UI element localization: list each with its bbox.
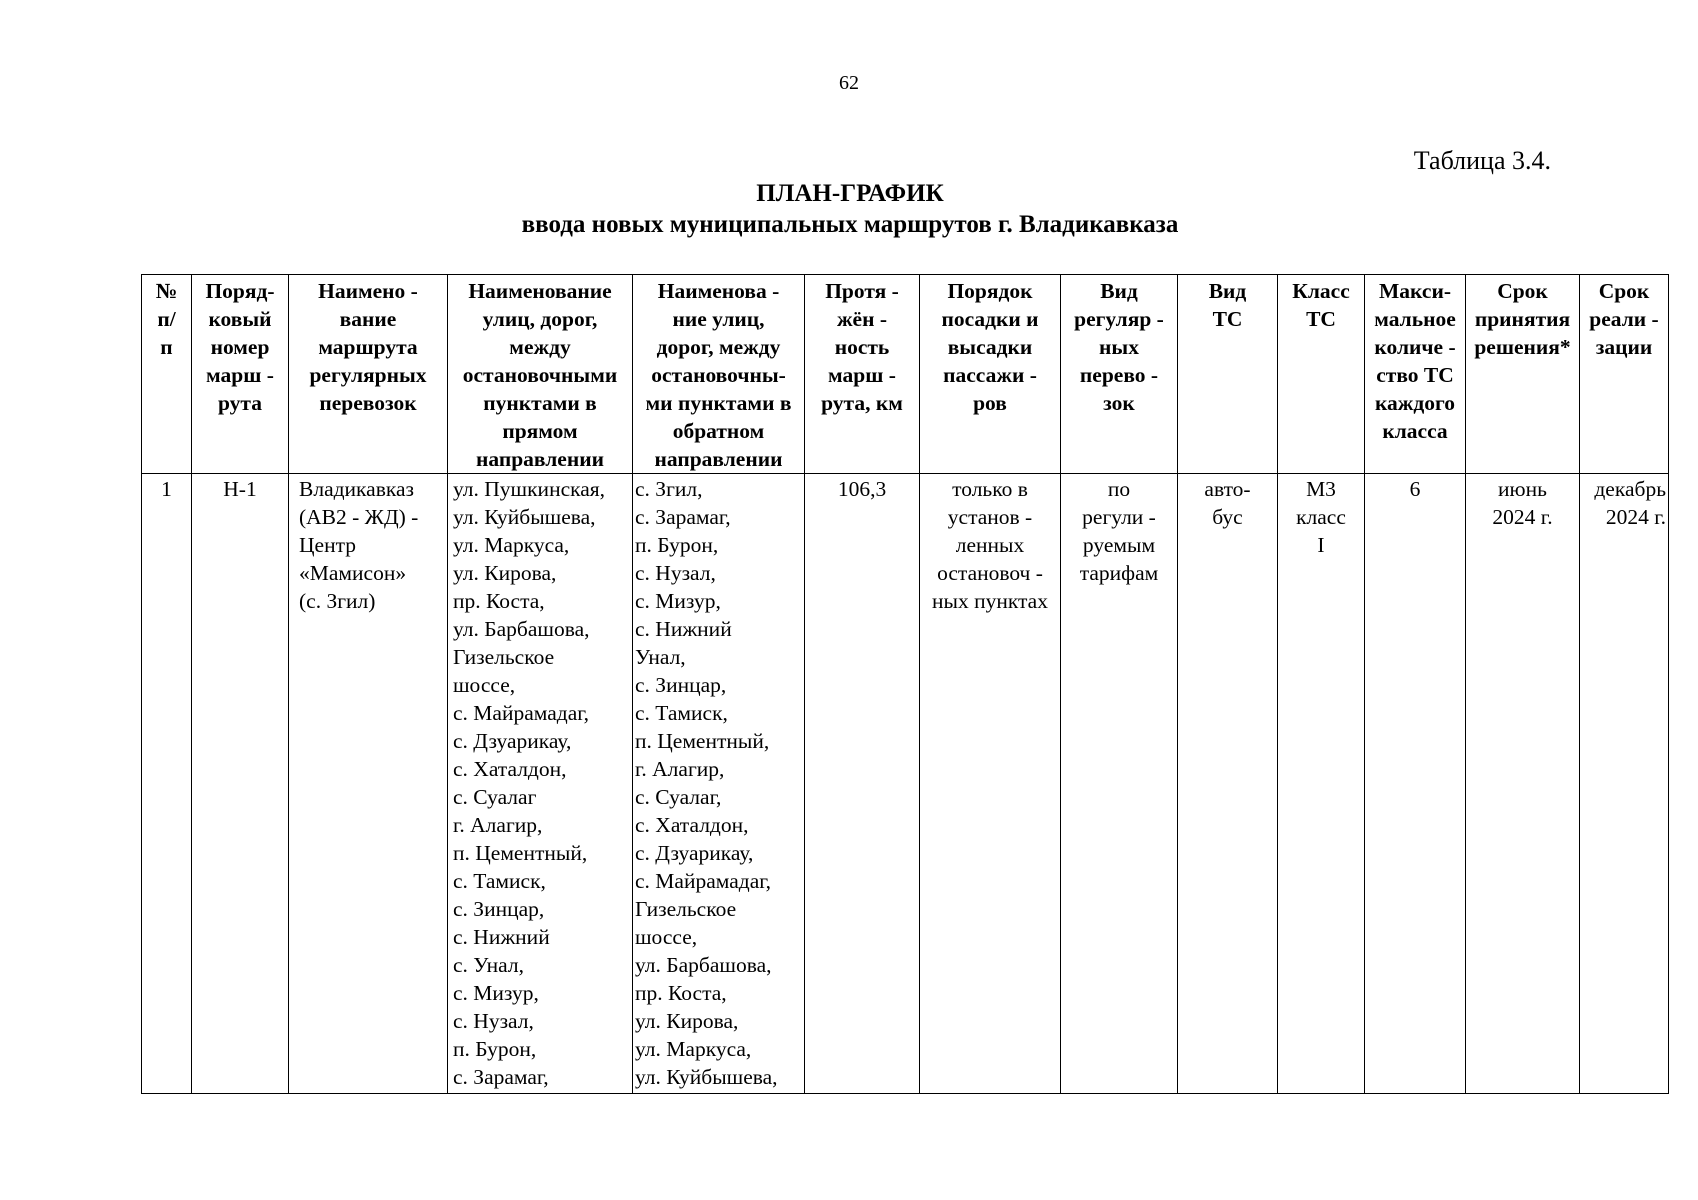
text-line: Наименование xyxy=(468,279,612,303)
text-line: с. Унал, xyxy=(453,953,524,977)
text-line: 2024 г. xyxy=(1605,505,1666,529)
text-line: по xyxy=(1107,477,1131,501)
text-line: Вид xyxy=(1100,279,1138,303)
text-line: прямом xyxy=(502,419,578,443)
text-line: реали - xyxy=(1589,307,1659,331)
text-line: с. Згил, xyxy=(635,477,703,501)
text-line: количе - xyxy=(1374,335,1456,359)
text-line: 2024 г. xyxy=(1492,505,1553,529)
text-line: регулярных xyxy=(309,363,427,387)
text-line: зации xyxy=(1595,335,1653,359)
header-cell xyxy=(920,275,1061,474)
text-line: июнь xyxy=(1498,477,1547,501)
text-line: маршрута xyxy=(318,335,418,359)
text-line: посадки и xyxy=(941,307,1039,331)
text-line: ул. Барбашова, xyxy=(453,617,590,641)
text-line: пунктами в xyxy=(483,391,597,415)
text-line: г. Алагир, xyxy=(453,813,543,837)
implementation-date-cell xyxy=(1580,474,1669,1094)
text-line: направлении xyxy=(475,447,605,471)
text-line: ул. Кирова, xyxy=(635,1009,739,1033)
text-line: с. Мизур, xyxy=(453,981,539,1005)
text-line: п. Бурон, xyxy=(453,1037,537,1061)
text-line: с. Мизур, xyxy=(635,589,721,613)
text-line: ров xyxy=(973,391,1007,415)
text-line: ул. Барбашова, xyxy=(635,953,772,977)
text-line: мальное xyxy=(1374,307,1456,331)
text-line: с. Тамиск, xyxy=(453,869,546,893)
table-row xyxy=(142,474,1669,1094)
text-line: ние улиц, xyxy=(672,307,765,331)
text-line: пр. Коста, xyxy=(453,589,545,613)
text-line: шоссе, xyxy=(635,925,698,949)
text-line: с. Нижний xyxy=(453,925,550,949)
text-line: М3 xyxy=(1306,477,1336,501)
vehicle-type-cell xyxy=(1178,474,1278,1094)
text-line: ул. Пушкинская, xyxy=(453,477,606,501)
text-line: с. Зинцар, xyxy=(635,673,727,697)
text-line: Порядок xyxy=(947,279,1033,303)
text-line: зок xyxy=(1103,391,1135,415)
header-cell xyxy=(1580,275,1669,474)
text-line: остановочными xyxy=(462,363,618,387)
text-line: класс xyxy=(1296,505,1346,529)
header-cell xyxy=(1466,275,1580,474)
text-line: с. Нузал, xyxy=(635,561,716,585)
text-line: с. Зарамаг, xyxy=(453,1065,549,1089)
text-line: п. Цементный, xyxy=(453,841,588,865)
text-line: «Мамисон» xyxy=(299,561,407,585)
text-line: ных xyxy=(1099,335,1139,359)
text-line: Макси- xyxy=(1379,279,1451,303)
text-line: шоссе, xyxy=(453,673,516,697)
text-line: (с. Згил) xyxy=(299,589,376,613)
title-line-2: ввода новых муниципальных маршрутов г. Владикавказа xyxy=(521,211,1179,238)
text-line: № xyxy=(155,279,178,303)
boarding-cell xyxy=(920,474,1061,1094)
text-line: с. Суалаг xyxy=(453,785,537,809)
text-line: ми пунктами в xyxy=(645,391,792,415)
text-line: п/ xyxy=(157,307,176,331)
length-cell: 106,3 xyxy=(805,474,920,1094)
text-line: Центр xyxy=(299,533,356,557)
route-number-cell: Н-1 xyxy=(192,474,289,1094)
text-line: улиц, дорог, xyxy=(482,307,598,331)
header-cell xyxy=(1278,275,1365,474)
table-label: Таблица 3.4. xyxy=(1413,146,1551,175)
text-line: направлении xyxy=(654,447,783,471)
header-cell xyxy=(192,275,289,474)
text-line: авто- xyxy=(1204,477,1251,501)
text-line: Класс xyxy=(1292,279,1350,303)
text-line: ство ТС xyxy=(1376,363,1454,387)
text-line: Гизельское xyxy=(453,645,555,669)
text-line: рута, км xyxy=(821,391,903,415)
text-line: с. Хаталдон, xyxy=(453,757,567,781)
text-line: обратном xyxy=(672,419,765,443)
text-line: Унал, xyxy=(635,645,686,669)
text-line: Владикавказ xyxy=(299,477,415,501)
text-line: ных пунктах xyxy=(932,589,1048,613)
text-line: с. Майрамадаг, xyxy=(635,869,772,893)
text-line: Вид xyxy=(1208,279,1247,303)
header-row xyxy=(142,275,1669,474)
text-line: с. Дзуарикау, xyxy=(453,729,572,753)
text-line: (АВ2 - ЖД) - xyxy=(299,505,419,529)
decision-date-cell xyxy=(1466,474,1580,1094)
transport-type-cell xyxy=(1061,474,1178,1094)
text-line: с. Майрамадаг, xyxy=(453,701,590,725)
text-line: между xyxy=(509,335,571,359)
header-cell xyxy=(805,275,920,474)
route-name-cell xyxy=(289,474,448,1094)
text-line: ТС xyxy=(1212,307,1243,331)
text-line: высадки xyxy=(947,335,1033,359)
header-cell xyxy=(289,275,448,474)
text-line: I xyxy=(1317,533,1325,557)
text-line: Наимено - xyxy=(318,279,418,303)
text-line: пр. Коста, xyxy=(635,981,727,1005)
text-line: Поряд- xyxy=(205,279,275,303)
text-line: руемым xyxy=(1082,533,1156,557)
text-line: ленных xyxy=(955,533,1025,557)
text-line: ность xyxy=(834,335,890,359)
text-line: регуляр - xyxy=(1074,307,1164,331)
text-line: решения* xyxy=(1474,335,1571,359)
route-plan-table xyxy=(141,274,1669,1094)
text-line: п xyxy=(160,335,173,359)
text-line: Срок xyxy=(1598,279,1650,303)
text-line: марш - xyxy=(206,363,274,387)
text-line: п. Бурон, xyxy=(635,533,719,557)
vehicle-class-cell xyxy=(1278,474,1365,1094)
text-line: ТС xyxy=(1306,307,1336,331)
max-count-cell: 6 xyxy=(1365,474,1466,1094)
text-line: пассажи - xyxy=(943,363,1037,387)
reverse-streets-cell xyxy=(633,474,805,1094)
text-line: с. Суалаг, xyxy=(635,785,722,809)
text-line: г. Алагир, xyxy=(635,757,725,781)
header-cell xyxy=(1061,275,1178,474)
text-line: жён - xyxy=(836,307,888,331)
text-line: каждого xyxy=(1374,391,1455,415)
text-line: вание xyxy=(339,307,397,331)
text-line: ул. Маркуса, xyxy=(453,533,570,557)
header-cell xyxy=(142,275,192,474)
header-cell xyxy=(633,275,805,474)
text-line: ковый xyxy=(208,307,272,331)
text-line: остановоч - xyxy=(937,561,1043,585)
header-cell xyxy=(448,275,633,474)
text-line: рута xyxy=(218,391,262,415)
text-line: с. Хаталдон, xyxy=(635,813,749,837)
text-line: перевозок xyxy=(319,391,417,415)
text-line: с. Нижний xyxy=(635,617,732,641)
text-line: декабрь xyxy=(1594,477,1666,501)
text-line: ул. Куйбышева, xyxy=(635,1065,778,1089)
page-number: 62 xyxy=(839,72,859,94)
text-line: с. Зинцар, xyxy=(453,897,545,921)
text-line: номер xyxy=(210,335,270,359)
text-line: только в xyxy=(952,477,1028,501)
text-line: перево - xyxy=(1079,363,1159,387)
text-line: марш - xyxy=(828,363,896,387)
text-line: бус xyxy=(1212,505,1243,529)
text-line: ул. Куйбышева, xyxy=(453,505,596,529)
text-line: с. Зарамаг, xyxy=(635,505,731,529)
text-line: ул. Кирова, xyxy=(453,561,557,585)
text-line: принятия xyxy=(1474,307,1571,331)
text-line: с. Дзуарикау, xyxy=(635,841,754,865)
text-line: класса xyxy=(1382,419,1448,443)
text-line: п. Цементный, xyxy=(635,729,770,753)
header-cell xyxy=(1178,275,1278,474)
text-line: Наименова - xyxy=(657,279,780,303)
document-title xyxy=(140,178,1560,240)
text-line: регули - xyxy=(1082,505,1156,529)
row-number-cell: 1 xyxy=(142,474,192,1094)
text-line: Гизельское xyxy=(635,897,737,921)
text-line: с. Нузал, xyxy=(453,1009,534,1033)
forward-streets-cell xyxy=(448,474,633,1094)
text-line: тарифам xyxy=(1079,561,1159,585)
text-line: с. Тамиск, xyxy=(635,701,728,725)
text-line: Протя - xyxy=(825,279,899,303)
text-line: дорог, между xyxy=(656,335,781,359)
text-line: ул. Маркуса, xyxy=(635,1037,752,1061)
text-line: установ - xyxy=(947,505,1033,529)
header-cell xyxy=(1365,275,1466,474)
text-line: Срок xyxy=(1497,279,1548,303)
text-line: остановочны- xyxy=(651,363,786,387)
title-line-1: ПЛАН-ГРАФИК xyxy=(756,180,944,207)
